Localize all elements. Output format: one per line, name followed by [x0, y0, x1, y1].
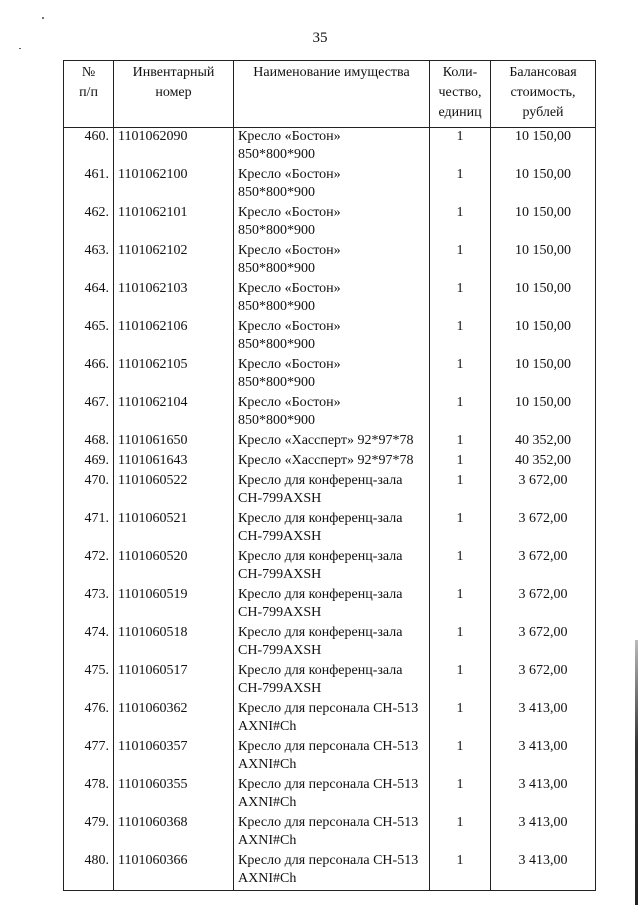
- table-body: [64, 128, 596, 891]
- inventory-number: 1101062090: [114, 128, 234, 167]
- balance-cost: 3 413,00: [491, 738, 596, 776]
- item-name: [234, 204, 430, 242]
- table-row: [64, 356, 596, 394]
- row-number: 469.: [64, 452, 114, 472]
- item-name: [234, 356, 430, 394]
- item-name-line: Кресло для конференц-зала: [238, 587, 403, 602]
- quantity: 1: [430, 624, 491, 662]
- table-row: [64, 814, 596, 852]
- item-name-line: Кресло «Бостон»: [238, 281, 341, 296]
- row-number: 472.: [64, 548, 114, 586]
- item-name-line: CH-799AXSH: [238, 529, 322, 544]
- inventory-number: 1101061643: [114, 452, 234, 472]
- row-number: 475.: [64, 662, 114, 700]
- table-row: [64, 280, 596, 318]
- balance-cost: 3 413,00: [491, 814, 596, 852]
- item-name-line: CH-799AXSH: [238, 643, 322, 658]
- balance-cost: 10 150,00: [491, 242, 596, 280]
- item-name-line: AXNI#Ch: [238, 757, 297, 772]
- row-number: 465.: [64, 318, 114, 356]
- quantity: 1: [430, 166, 491, 204]
- table-row: [64, 242, 596, 280]
- quantity: 1: [430, 852, 491, 891]
- inventory-number: 1101060518: [114, 624, 234, 662]
- row-number: 464.: [64, 280, 114, 318]
- inventory-number: 1101060368: [114, 814, 234, 852]
- item-name: [234, 472, 430, 510]
- balance-cost: 40 352,00: [491, 432, 596, 452]
- balance-cost: 3 672,00: [491, 586, 596, 624]
- item-name: [234, 452, 430, 472]
- balance-cost: 3 672,00: [491, 510, 596, 548]
- table-row: [64, 548, 596, 586]
- table-row: [64, 624, 596, 662]
- inventory-number: 1101062101: [114, 204, 234, 242]
- balance-cost: 10 150,00: [491, 204, 596, 242]
- inventory-number: 1101060366: [114, 852, 234, 891]
- quantity: 1: [430, 242, 491, 280]
- item-name: [234, 700, 430, 738]
- inventory-number: 1101060522: [114, 472, 234, 510]
- balance-cost: 10 150,00: [491, 166, 596, 204]
- quantity: 1: [430, 662, 491, 700]
- inventory-number: 1101060517: [114, 662, 234, 700]
- row-number: 470.: [64, 472, 114, 510]
- item-name: [234, 624, 430, 662]
- scan-speck: [42, 17, 44, 19]
- item-name: [234, 280, 430, 318]
- inventory-number: 1101060362: [114, 700, 234, 738]
- balance-cost: 3 672,00: [491, 548, 596, 586]
- row-number: 477.: [64, 738, 114, 776]
- table-row: [64, 128, 596, 167]
- inventory-number: 1101060355: [114, 776, 234, 814]
- balance-cost: 10 150,00: [491, 280, 596, 318]
- item-name: [234, 586, 430, 624]
- table-row: [64, 204, 596, 242]
- item-name: [234, 128, 430, 167]
- item-name: [234, 852, 430, 891]
- balance-cost: 10 150,00: [491, 356, 596, 394]
- balance-cost: 10 150,00: [491, 128, 596, 167]
- item-name-line: Кресло «Бостон»: [238, 357, 341, 372]
- item-name-line: Кресло «Бостон»: [238, 129, 341, 144]
- quantity: 1: [430, 510, 491, 548]
- item-name: [234, 166, 430, 204]
- balance-cost: 10 150,00: [491, 394, 596, 432]
- item-name: [234, 548, 430, 586]
- item-name-line: CH-799AXSH: [238, 491, 322, 506]
- item-name: [234, 242, 430, 280]
- header-inventory-number: Инвентарный номер: [114, 61, 234, 128]
- row-number: 462.: [64, 204, 114, 242]
- inventory-number: 1101062104: [114, 394, 234, 432]
- row-number: 474.: [64, 624, 114, 662]
- item-name-line: Кресло для конференц-зала: [238, 473, 403, 488]
- inventory-number: 1101060519: [114, 586, 234, 624]
- item-name-line: 850*800*900: [238, 261, 315, 276]
- quantity: 1: [430, 586, 491, 624]
- item-name-line: AXNI#Ch: [238, 719, 297, 734]
- row-number: 467.: [64, 394, 114, 432]
- inventory-number: 1101062100: [114, 166, 234, 204]
- inventory-number: 1101062106: [114, 318, 234, 356]
- table-row: [64, 452, 596, 472]
- item-name-line: Кресло «Бостон»: [238, 205, 341, 220]
- item-name-line: Кресло «Бостон»: [238, 167, 341, 182]
- row-number: 478.: [64, 776, 114, 814]
- balance-cost: 3 413,00: [491, 700, 596, 738]
- quantity: 1: [430, 738, 491, 776]
- table-header-row: [64, 61, 596, 128]
- quantity: 1: [430, 394, 491, 432]
- row-number: 460.: [64, 128, 114, 167]
- quantity: 1: [430, 128, 491, 167]
- item-name-line: 850*800*900: [238, 413, 315, 428]
- inventory-table: [63, 60, 596, 891]
- item-name-line: AXNI#Ch: [238, 871, 297, 886]
- row-number: 480.: [64, 852, 114, 891]
- row-number: 466.: [64, 356, 114, 394]
- item-name-line: Кресло для конференц-зала: [238, 511, 403, 526]
- table-row: [64, 432, 596, 452]
- inventory-number: 1101060357: [114, 738, 234, 776]
- item-name: [234, 776, 430, 814]
- table-row: [64, 738, 596, 776]
- item-name-line: 850*800*900: [238, 375, 315, 390]
- quantity: 1: [430, 776, 491, 814]
- item-name-line: Кресло «Бостон»: [238, 395, 341, 410]
- item-name-line: Кресло для персонала СН-513: [238, 701, 419, 716]
- table-row: [64, 586, 596, 624]
- row-number: 473.: [64, 586, 114, 624]
- item-name-line: 850*800*900: [238, 337, 315, 352]
- item-name-line: Кресло для персонала СН-513: [238, 815, 419, 830]
- item-name-line: CH-799AXSH: [238, 681, 322, 696]
- quantity: 1: [430, 204, 491, 242]
- inventory-number: 1101062102: [114, 242, 234, 280]
- item-name-line: CH-799AXSH: [238, 567, 322, 582]
- item-name-line: 850*800*900: [238, 223, 315, 238]
- row-number: 471.: [64, 510, 114, 548]
- balance-cost: 3 413,00: [491, 852, 596, 891]
- quantity: 1: [430, 472, 491, 510]
- item-name-line: Кресло для персонала СН-513: [238, 853, 419, 868]
- quantity: 1: [430, 318, 491, 356]
- table-row: [64, 700, 596, 738]
- item-name-line: 850*800*900: [238, 185, 315, 200]
- item-name-line: Кресло для персонала СН-513: [238, 739, 419, 754]
- balance-cost: 3 672,00: [491, 662, 596, 700]
- quantity: 1: [430, 432, 491, 452]
- header-quantity: Коли- чество, единиц: [430, 61, 491, 128]
- quantity: 1: [430, 814, 491, 852]
- header-balance-cost: Балансовая стоимость, рублей: [491, 61, 596, 128]
- quantity: 1: [430, 356, 491, 394]
- item-name-line: Кресло «Хассперт» 92*97*78: [238, 433, 414, 448]
- header-num: № п/п: [64, 61, 114, 128]
- row-number: 468.: [64, 432, 114, 452]
- item-name: [234, 662, 430, 700]
- item-name: [234, 510, 430, 548]
- table-row: [64, 510, 596, 548]
- table-row: [64, 472, 596, 510]
- balance-cost: 3 413,00: [491, 776, 596, 814]
- header-item-name: Наименование имущества: [234, 61, 430, 128]
- item-name-line: AXNI#Ch: [238, 795, 297, 810]
- item-name-line: 850*800*900: [238, 147, 315, 162]
- inventory-number: 1101060520: [114, 548, 234, 586]
- row-number: 463.: [64, 242, 114, 280]
- balance-cost: 3 672,00: [491, 472, 596, 510]
- item-name-line: Кресло для конференц-зала: [238, 549, 403, 564]
- quantity: 1: [430, 548, 491, 586]
- item-name: [234, 814, 430, 852]
- balance-cost: 3 672,00: [491, 624, 596, 662]
- item-name: [234, 432, 430, 452]
- item-name: [234, 738, 430, 776]
- scan-binding-edge: [635, 640, 638, 905]
- item-name: [234, 394, 430, 432]
- scan-speck: [19, 48, 21, 49]
- row-number: 479.: [64, 814, 114, 852]
- quantity: 1: [430, 700, 491, 738]
- item-name-line: AXNI#Ch: [238, 833, 297, 848]
- item-name-line: Кресло «Хассперт» 92*97*78: [238, 453, 414, 468]
- item-name-line: Кресло для конференц-зала: [238, 663, 403, 678]
- table-row: [64, 662, 596, 700]
- quantity: 1: [430, 452, 491, 472]
- item-name-line: CH-799AXSH: [238, 605, 322, 620]
- table-row: [64, 318, 596, 356]
- row-number: 461.: [64, 166, 114, 204]
- balance-cost: 10 150,00: [491, 318, 596, 356]
- item-name-line: Кресло «Бостон»: [238, 319, 341, 334]
- table-row: [64, 852, 596, 891]
- item-name: [234, 318, 430, 356]
- page-number: 35: [312, 30, 328, 46]
- table-row: [64, 166, 596, 204]
- item-name-line: Кресло «Бостон»: [238, 243, 341, 258]
- inventory-number: 1101062103: [114, 280, 234, 318]
- balance-cost: 40 352,00: [491, 452, 596, 472]
- inventory-number: 1101060521: [114, 510, 234, 548]
- item-name-line: Кресло для конференц-зала: [238, 625, 403, 640]
- row-number: 476.: [64, 700, 114, 738]
- inventory-number: 1101062105: [114, 356, 234, 394]
- quantity: 1: [430, 280, 491, 318]
- item-name-line: Кресло для персонала СН-513: [238, 777, 419, 792]
- item-name-line: 850*800*900: [238, 299, 315, 314]
- inventory-number: 1101061650: [114, 432, 234, 452]
- table-row: [64, 394, 596, 432]
- table-row: [64, 776, 596, 814]
